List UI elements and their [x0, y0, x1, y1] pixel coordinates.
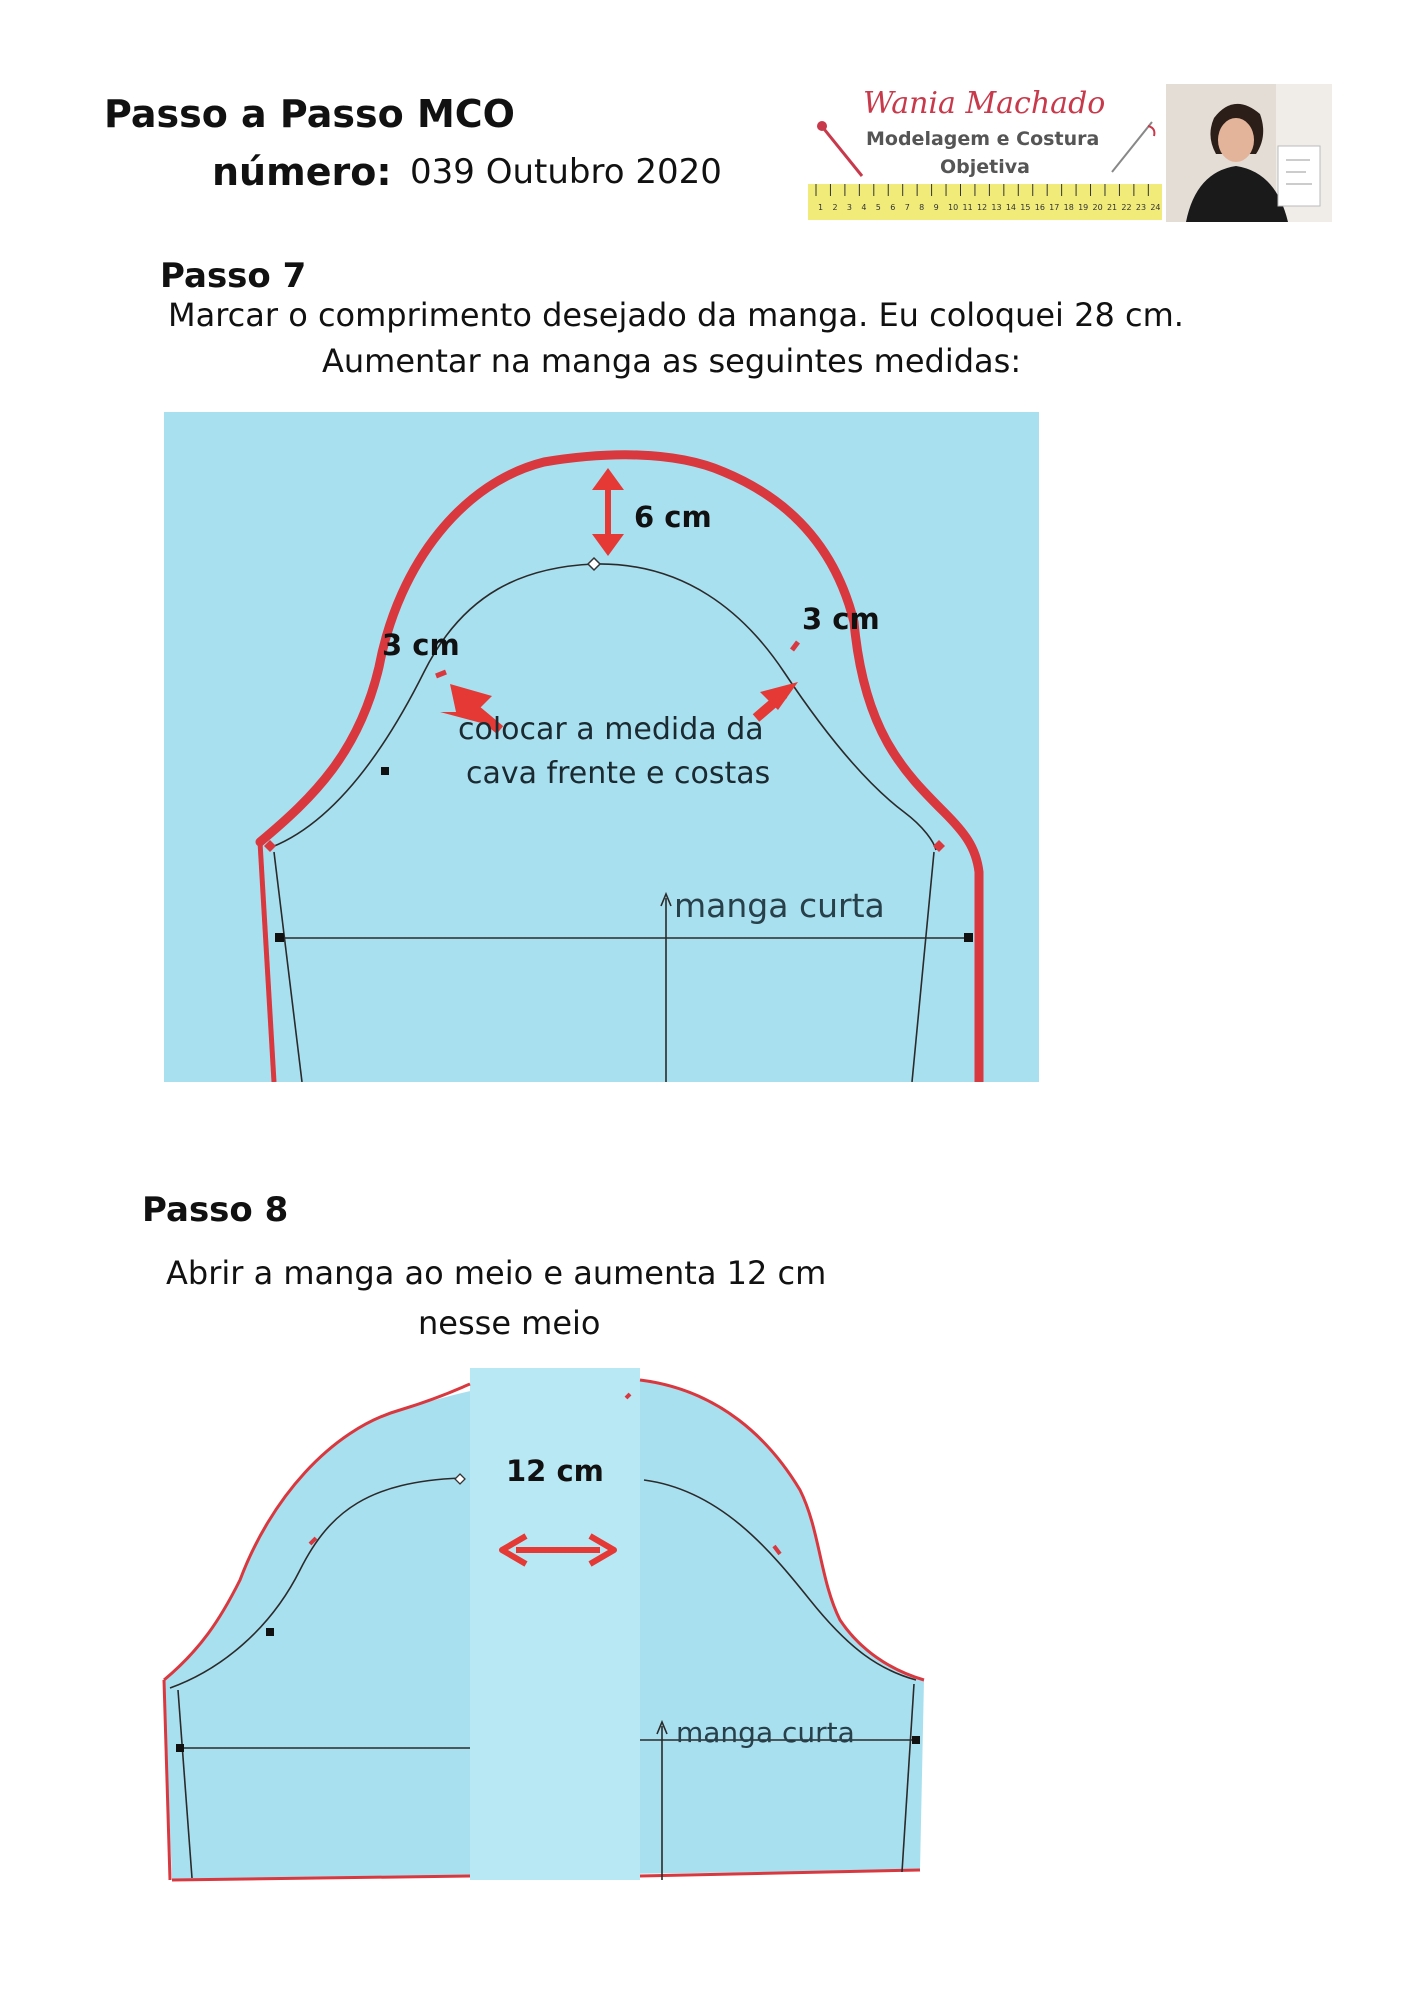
ruler-number: 4	[861, 203, 867, 212]
note-line2: cava frente e costas	[466, 756, 771, 791]
step7-pattern-drawing	[164, 412, 1039, 1082]
issue-label: número:	[212, 150, 392, 194]
pin-icon	[1108, 118, 1158, 178]
ruler-number: 16	[1034, 203, 1045, 212]
author-photo	[1166, 84, 1332, 222]
sleeve-label: manga curta	[674, 886, 885, 925]
ruler-number: 19	[1078, 203, 1089, 212]
ruler-number: 14	[1005, 203, 1017, 212]
measuring-tape	[808, 184, 1162, 220]
ruler-number: 6	[890, 203, 896, 212]
step7-line1: Marcar o comprimento desejado da manga. Eu coloquei 28 cm.	[168, 296, 1184, 334]
label-12cm: 12 cm	[506, 1454, 604, 1488]
ruler-number: 12	[976, 203, 988, 212]
step8-line2: nesse meio	[418, 1304, 601, 1342]
ruler-number: 17	[1049, 203, 1060, 212]
ruler-number: 20	[1092, 203, 1103, 212]
ruler-number: 7	[904, 203, 910, 212]
sleeve-label-2: manga curta	[676, 1716, 855, 1749]
step8-line1: Abrir a manga ao meio e aumenta 12 cm	[166, 1254, 827, 1292]
logo-tagline-2: Objetiva	[940, 156, 1030, 178]
label-6cm: 6 cm	[634, 500, 712, 534]
ruler-number: 10	[948, 203, 959, 212]
brand-logo	[808, 84, 1332, 222]
ruler-number: 24	[1150, 203, 1161, 212]
ruler-number: 2	[832, 203, 838, 212]
note-line1: colocar a medida da	[458, 712, 764, 747]
ruler-number: 15	[1020, 203, 1031, 212]
step7-line2: Aumentar na manga as seguintes medidas:	[322, 342, 1022, 380]
needle-icon	[814, 118, 874, 182]
ruler-number: 8	[919, 203, 925, 212]
ruler-number: 13	[991, 203, 1002, 212]
issue-value: 039 Outubro 2020	[410, 152, 722, 192]
ruler-number: 5	[875, 203, 881, 212]
ruler-number: 1	[818, 203, 824, 212]
step8-title: Passo 8	[142, 1190, 289, 1230]
author-portrait-icon	[1166, 84, 1332, 222]
label-3cm-left: 3 cm	[382, 628, 460, 662]
ruler-number: 23	[1135, 203, 1147, 212]
ruler-ticks	[808, 184, 1162, 220]
ruler-number: 3	[846, 203, 852, 212]
step8-pattern-drawing	[160, 1350, 940, 1895]
step7-sleeve-photo	[164, 412, 1039, 1082]
ruler-number: 11	[962, 203, 973, 212]
logo-tagline-1: Modelagem e Costura	[866, 128, 1100, 150]
step8-sleeve-photo	[160, 1350, 940, 1895]
inserted-middle-strip	[470, 1368, 640, 1880]
document-title: Passo a Passo MCO	[104, 92, 515, 136]
logo-script-name: Wania Machado	[863, 86, 1106, 121]
step7-title: Passo 7	[160, 256, 307, 296]
ruler-number: 21	[1106, 203, 1118, 212]
ruler-number: 9	[933, 203, 939, 212]
label-3cm-right: 3 cm	[802, 602, 880, 636]
ruler-number: 18	[1063, 203, 1074, 212]
ruler-number: 22	[1121, 203, 1132, 212]
